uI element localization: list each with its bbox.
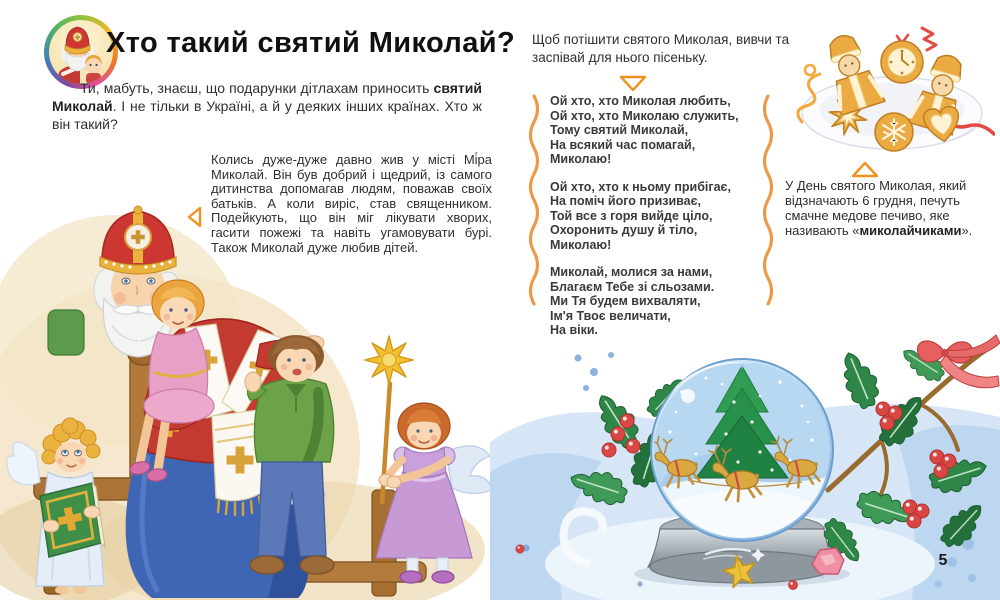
pointer-down-icon — [618, 74, 648, 93]
song-line: Ой хто, хто к ньому прибігає, — [550, 179, 731, 194]
song-verse-2 — [550, 180, 765, 253]
saint-nicholas-mini-portrait — [49, 20, 113, 84]
song-line: Ми Тя будем вихваляти, — [550, 294, 701, 308]
snow-globe-illustration — [490, 322, 1000, 600]
page-number: 5 — [938, 552, 948, 569]
song-line: Миколай, молися за нами, — [550, 265, 713, 279]
pointer-up-icon — [850, 160, 880, 179]
song-line: На віки. — [550, 323, 599, 337]
clock-cookie — [881, 35, 923, 83]
intro-text-bold: святий Миколай — [52, 80, 482, 114]
song-line: На поміч його призиває, — [550, 194, 702, 208]
fact-text-post: ». — [961, 223, 973, 238]
snowflake-cookie — [875, 113, 913, 151]
song-line: На всякий час помагай, — [550, 137, 696, 152]
wavy-divider-left — [526, 93, 542, 307]
intro-text-pre: Ти, мабуть, знаєш, що подарунки дітлахам приносить — [80, 80, 434, 96]
intro-paragraph — [52, 79, 482, 133]
song-line: Той все з горя вийде ціло, — [550, 208, 713, 223]
fact-text-pre: У День святого Миколая, який відзначають 6 грудня, печуть смачне медове печиво, яке називають « — [785, 178, 967, 238]
saint-nicholas-badge-art — [49, 20, 113, 84]
song-line: Охоронить душу й тіло, — [550, 223, 698, 237]
song-line: Миколаю! — [550, 237, 612, 252]
song-lyrics — [550, 94, 765, 351]
song-line: Ой хто, хто Миколаю служить, — [550, 108, 739, 123]
page-title: Хто такий святий Миколай? — [106, 27, 516, 59]
song-line: Ой хто, хто Миколая любить, — [550, 94, 731, 108]
song-intro-paragraph: Щоб потішити святого Миколая, вивчи та заспівай для нього пісеньку. — [532, 32, 790, 65]
intro-text-post: . І не тільки в Україні, а й у деяких інших країнах. Хто ж він такий? — [52, 98, 482, 132]
song-line: Тому святий Миколай, — [550, 123, 689, 137]
song-line: Ім'я Твоє величати, — [550, 308, 671, 323]
song-line: Благаєм Тебе зі сльозами. — [550, 279, 715, 294]
story-paragraph: Колись дуже-дуже давно жив у місті Мі́ра Миколай. Він був добрий і щедрий, із самого дитинства допомагав людям, поважав своїх батьків. А коли виріс, став священником. Подейкують, що він міг лікувати хворих, гасити пожежі та навіть угамовувати бурі. Також Миколай дуже любив дітей. — [211, 152, 492, 255]
fact-paragraph — [785, 178, 990, 238]
saint-nicholas-with-children-illustration — [0, 160, 500, 600]
song-verse-1 — [550, 94, 765, 167]
song-line: Миколаю! — [550, 152, 612, 166]
gingerbread-cookies-illustration — [790, 16, 995, 161]
fact-text-bold: миколайчиками — [859, 223, 962, 238]
